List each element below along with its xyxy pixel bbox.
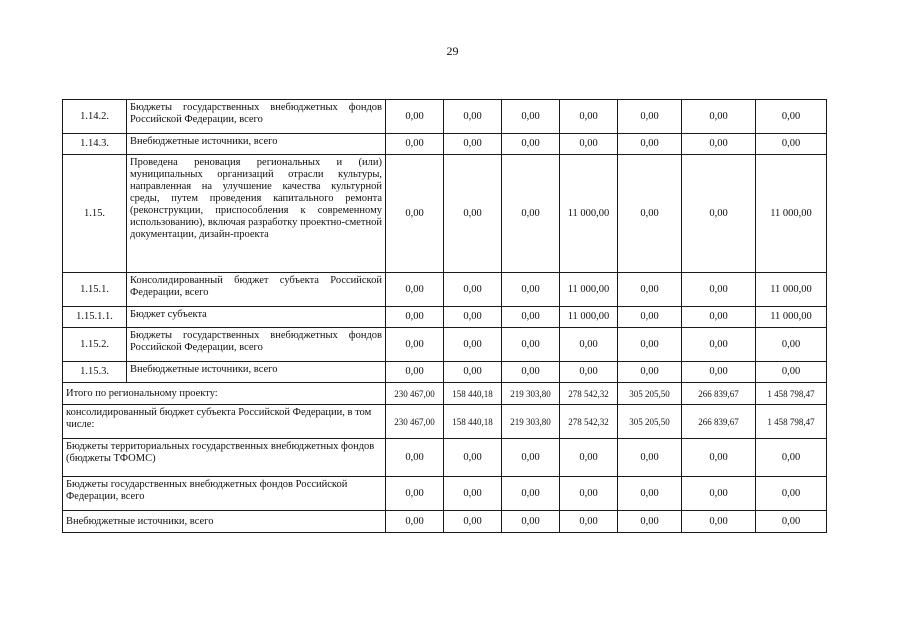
value-cell: 0,00 [682,362,756,383]
page-number: 29 [446,44,459,58]
value-cell: 0,00 [618,439,682,477]
table-row [63,328,827,362]
value-cell: 0,00 [682,328,756,362]
value-cell: 0,00 [560,362,618,383]
value-cell: 11 000,00 [756,273,827,307]
value-cell: 0,00 [756,362,827,383]
value-cell: 0,00 [386,273,444,307]
value-cell: 0,00 [502,328,560,362]
value-cell: 230 467,00 [386,405,444,439]
value-cell: 0,00 [444,511,502,533]
value-cell: 0,00 [386,511,444,533]
value-cell: 0,00 [618,362,682,383]
value-cell: 0,00 [444,328,502,362]
row-description: Бюджеты государственных внебюджетных фондов Российской Федерации, всего [127,100,386,134]
value-cell: 0,00 [444,100,502,134]
value-cell: 0,00 [618,100,682,134]
value-cell: 0,00 [756,477,827,511]
value-cell: 0,00 [560,439,618,477]
value-cell: 0,00 [444,439,502,477]
value-cell: 0,00 [682,134,756,155]
total-row [63,477,827,511]
value-cell: 278 542,32 [560,383,618,405]
value-cell: 0,00 [682,155,756,273]
value-cell: 0,00 [444,362,502,383]
row-description: Внебюджетные источники, всего [127,362,386,383]
value-cell: 0,00 [386,155,444,273]
value-cell: 0,00 [502,307,560,328]
value-cell: 278 542,32 [560,405,618,439]
value-cell: 0,00 [444,273,502,307]
value-cell: 0,00 [386,328,444,362]
value-cell: 0,00 [682,100,756,134]
value-cell: 0,00 [444,477,502,511]
value-cell: 230 467,00 [386,383,444,405]
value-cell: 0,00 [756,134,827,155]
value-cell: 266 839,67 [682,383,756,405]
value-cell: 0,00 [502,273,560,307]
value-cell: 0,00 [756,100,827,134]
value-cell: 0,00 [682,439,756,477]
row-description: Бюджеты государственных внебюджетных фондов Российской Федерации, всего [127,328,386,362]
value-cell: 11 000,00 [756,307,827,328]
value-cell: 0,00 [560,477,618,511]
value-cell: 0,00 [386,307,444,328]
value-cell: 0,00 [386,134,444,155]
row-description: Проведена реновация региональных и (или) муниципальных организаций отрасли культуры, направленная на улучшение качества культурной среды, путем проведения капитального ремонта (реконструкции, приспособления к современному использованию), включая разработку проектно-сметной документации, дизайн-проекта [127,155,386,273]
row-code: 1.14.2. [63,100,127,134]
table-row [63,155,827,273]
value-cell: 0,00 [386,362,444,383]
value-cell: 0,00 [444,307,502,328]
table-row [63,134,827,155]
row-code: 1.14.3. [63,134,127,155]
total-label: Внебюджетные источники, всего [63,511,386,533]
value-cell: 0,00 [502,439,560,477]
value-cell: 0,00 [618,273,682,307]
value-cell: 0,00 [618,477,682,511]
value-cell: 1 458 798,47 [756,405,827,439]
row-code: 1.15.1. [63,273,127,307]
table-row [63,307,827,328]
value-cell: 305 205,50 [618,383,682,405]
value-cell: 305 205,50 [618,405,682,439]
total-label: Бюджеты территориальных государственных внебюджетных фондов (бюджеты ТФОМС) [63,439,386,477]
table-row [63,362,827,383]
value-cell: 0,00 [560,100,618,134]
value-cell: 0,00 [444,155,502,273]
value-cell: 0,00 [386,100,444,134]
value-cell: 158 440,18 [444,383,502,405]
value-cell: 0,00 [682,307,756,328]
table-row [63,273,827,307]
total-row [63,383,827,405]
row-code: 1.15.2. [63,328,127,362]
row-description: Консолидированный бюджет субъекта Российской Федерации, всего [127,273,386,307]
value-cell: 0,00 [682,477,756,511]
value-cell: 0,00 [502,155,560,273]
value-cell: 11 000,00 [560,155,618,273]
row-description: Внебюджетные источники, всего [127,134,386,155]
value-cell: 0,00 [386,439,444,477]
value-cell: 0,00 [502,362,560,383]
value-cell: 0,00 [560,511,618,533]
total-label: Итого по региональному проекту: [63,383,386,405]
value-cell: 0,00 [502,477,560,511]
total-row [63,439,827,477]
value-cell: 0,00 [386,477,444,511]
value-cell: 0,00 [444,134,502,155]
value-cell: 11 000,00 [560,273,618,307]
value-cell: 0,00 [756,328,827,362]
value-cell: 11 000,00 [560,307,618,328]
value-cell: 219 303,80 [502,405,560,439]
value-cell: 0,00 [502,134,560,155]
value-cell: 266 839,67 [682,405,756,439]
value-cell: 0,00 [682,273,756,307]
value-cell: 0,00 [618,511,682,533]
value-cell: 0,00 [618,307,682,328]
value-cell: 0,00 [560,134,618,155]
row-code: 1.15. [63,155,127,273]
value-cell: 0,00 [560,328,618,362]
table-row [63,100,827,134]
budget-table [62,99,827,533]
value-cell: 11 000,00 [756,155,827,273]
total-row [63,405,827,439]
value-cell: 158 440,18 [444,405,502,439]
value-cell: 0,00 [618,155,682,273]
total-label: консолидированный бюджет субъекта Российской Федерации, в том числе: [63,405,386,439]
value-cell: 0,00 [756,511,827,533]
row-code: 1.15.3. [63,362,127,383]
value-cell: 0,00 [682,511,756,533]
value-cell: 219 303,80 [502,383,560,405]
total-row [63,511,827,533]
row-description: Бюджет субъекта [127,307,386,328]
total-label: Бюджеты государственных внебюджетных фондов Российской Федерации, всего [63,477,386,511]
value-cell: 1 458 798,47 [756,383,827,405]
value-cell: 0,00 [502,100,560,134]
value-cell: 0,00 [618,134,682,155]
row-code: 1.15.1.1. [63,307,127,328]
value-cell: 0,00 [502,511,560,533]
value-cell: 0,00 [618,328,682,362]
table-body [63,100,827,533]
value-cell: 0,00 [756,439,827,477]
